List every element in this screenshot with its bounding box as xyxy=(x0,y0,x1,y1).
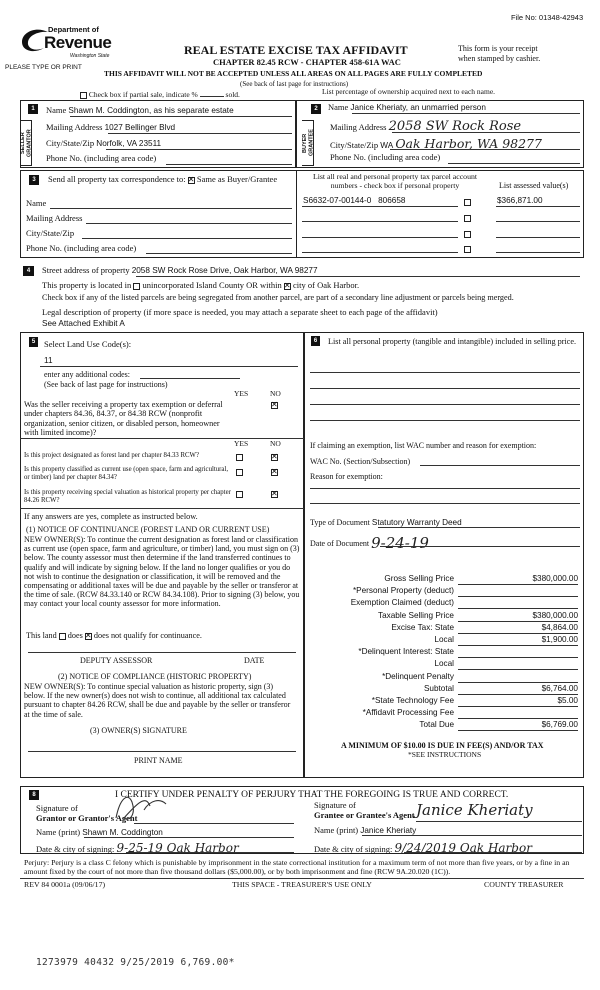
q-forest-yes-checkbox[interactable] xyxy=(236,452,243,461)
seller-mailing-value[interactable]: 1027 Bellinger Blvd xyxy=(104,123,176,132)
sold-label: sold. xyxy=(225,90,240,99)
legal-description-value[interactable]: See Attached Exhibit A xyxy=(42,319,125,328)
grantee-date-label: Date & city of signing: xyxy=(314,844,393,854)
q-forest-text: Is this project designated as forest land per chapter 84.33 RCW? xyxy=(24,452,199,459)
form-revision: REV 84 0001a (09/06/17) xyxy=(24,880,106,889)
grantee-sig-label-1: Signature of xyxy=(314,800,356,810)
personal-property-checkbox-3[interactable] xyxy=(464,229,471,238)
dor-logo xyxy=(18,22,122,64)
tax-row-value[interactable] xyxy=(458,708,578,719)
print-name-label: PRINT NAME xyxy=(134,756,183,765)
grantee-signature: Janice Kheriaty xyxy=(416,801,533,819)
owner-signature-label: (3) OWNER(S) SIGNATURE xyxy=(90,726,187,735)
tax-row-value[interactable]: $6,764.00 xyxy=(458,684,578,695)
tax-row xyxy=(304,586,584,598)
notice2-text: NEW OWNER(S): To continue special valuation as historic property, sign (3) below. If the new owner(s) does not wish to continue, all additional tax calculated pursuant to chapter 84.26 RCW, shall be due and payable by the seller or transferor at the time of sale. xyxy=(24,682,291,719)
form-title: REAL ESTATE EXCISE TAX AFFIDAVIT xyxy=(184,43,408,57)
doc-type-row xyxy=(310,518,462,527)
location-label: This property is located in xyxy=(42,280,132,290)
tax-row xyxy=(304,611,584,623)
land-use-label: Select Land Use Code(s): xyxy=(44,339,132,349)
yes-header-2: YES xyxy=(234,439,249,448)
tax-row-label: Gross Selling Price xyxy=(384,574,454,583)
tax-row xyxy=(304,659,584,671)
section-number-8: 8 xyxy=(29,790,39,800)
buyer-city-value[interactable]: Oak Harbor, WA 98277 xyxy=(395,136,542,151)
land-use-instructions: (See back of last page for instructions) xyxy=(44,380,168,389)
land-does-not-label: does not xyxy=(93,631,122,640)
if-yes-note: If any answers are yes, complete as instructed below. xyxy=(24,512,198,521)
buyer-phone-label: Phone No. (including area code) xyxy=(330,152,441,162)
tax-row-label: *Delinquent Penalty xyxy=(382,671,454,681)
tax-row xyxy=(304,720,584,732)
street-address-row xyxy=(42,266,318,276)
tax-row-label: Local xyxy=(434,659,454,669)
grantor-sig-label-1: Signature of xyxy=(36,803,78,813)
parcels-header: List all real and personal property tax parcel account numbers - check box if personal property xyxy=(312,172,478,190)
seller-name-row xyxy=(46,106,234,116)
parcel-number[interactable] xyxy=(303,196,405,205)
tax-row-label: Subtotal xyxy=(423,683,454,693)
tax-row-value[interactable] xyxy=(458,647,578,658)
grantee-name-label: Name (print) xyxy=(314,825,359,835)
no-header-2: NO xyxy=(270,439,281,448)
q-current-use-yes-checkbox[interactable] xyxy=(236,467,243,476)
seller-name-value[interactable]: Shawn M. Coddington, as his separate estate xyxy=(68,106,234,115)
treasurer-stamp: 1273979 40432 9/25/2019 6,769.00* xyxy=(36,957,235,968)
tax-row-value[interactable]: $6,769.00 xyxy=(458,720,578,731)
reason-label: Reason for exemption: xyxy=(310,472,383,481)
corr-name-label: Name xyxy=(26,198,47,208)
seller-phone-label: Phone No. (including area code) xyxy=(46,153,157,163)
buyer-name-row xyxy=(328,103,486,113)
county-treasurer-label: COUNTY TREASURER xyxy=(484,880,564,889)
tax-row-label: *Affidavit Processing Fee xyxy=(362,708,454,718)
location-city: city of Oak Harbor. xyxy=(293,280,360,290)
buyer-name-label: Name xyxy=(328,102,349,112)
corr-mailing-label: Mailing Address xyxy=(26,213,83,223)
no-header-1: NO xyxy=(270,389,281,398)
dor-department-text: Department of xyxy=(48,25,99,34)
location-row xyxy=(42,281,359,291)
this-land-label: This land xyxy=(26,631,57,640)
receipt-note: This form is your receipt xyxy=(458,44,538,53)
land-does-label: does xyxy=(67,631,83,640)
personal-property-label: List all personal property (tangible and intangible) included in selling price. xyxy=(328,337,577,346)
seller-city-value[interactable]: Norfolk, VA 23511 xyxy=(96,139,162,148)
q-historic-no-checkbox[interactable] xyxy=(271,489,278,498)
seller-name-label: Name xyxy=(46,105,67,115)
grantor-name-value[interactable]: Shawn M. Coddington xyxy=(82,828,163,837)
additional-codes-label: enter any additional codes: xyxy=(44,370,130,379)
tax-row-value[interactable]: $5.00 xyxy=(458,696,578,707)
q-forest-no-checkbox[interactable] xyxy=(271,452,278,461)
same-as-buyer-label: Same as Buyer/Grantee xyxy=(196,174,278,184)
personal-property-checkbox-4[interactable] xyxy=(464,244,471,253)
q-historic-text: Is this property receiving special valuation as historical property per chapter 84.26 RCW? xyxy=(24,489,231,504)
tax-row xyxy=(304,684,584,696)
tax-row-value[interactable]: $380,000.00 xyxy=(458,574,578,585)
personal-property-checkbox-2[interactable] xyxy=(464,213,471,222)
wac-label: WAC No. (Section/Subsection) xyxy=(310,457,411,466)
continuance-row xyxy=(26,631,202,640)
notice2-title: (2) NOTICE OF COMPLIANCE (HISTORIC PROPERTY) xyxy=(58,672,252,681)
unincorporated-checkbox[interactable] xyxy=(133,283,140,290)
partial-sale-label: Check box if partial sale, indicate % xyxy=(88,90,198,99)
assessed-value[interactable]: $366,871.00 xyxy=(497,196,543,205)
exemption-label: If claiming an exemption, list WAC number and reason for exemption: xyxy=(310,441,537,450)
parcel-number-value: S6632-07-00144-0 xyxy=(303,196,372,205)
tax-row xyxy=(304,647,584,659)
tax-row-label: Exemption Claimed (deduct) xyxy=(350,598,454,608)
doc-type-label: Type of Document xyxy=(310,518,370,527)
assessed-header: List assessed value(s) xyxy=(499,181,569,190)
notice1-text: NEW OWNER(S): To continue the current designation as forest land or classification as current use (open space, farm and agriculture, or timber) land, you must sign on (3) below. The county assessor must then determine if the land transferred continues to qualify and will indicate by signing below. If the land no longer qualifies or you do not wish to continue the designation or classification, it will be removed and the compensating or additional taxes will be due and payable by the seller or transferor at the time of sale. (RCW 84.33.140 or RCW 84.34.108). Prior to signing (3) below, you may contact your local county assessor for more information. xyxy=(24,535,300,609)
buyer-city-label: City/State/Zip xyxy=(330,140,379,150)
tax-row xyxy=(304,623,584,635)
location-unincorporated: unincorporated Island County OR within xyxy=(142,280,282,290)
form-warning: THIS AFFIDAVIT WILL NOT BE ACCEPTED UNLESS ALL AREAS ON ALL PAGES ARE FULLY COMPLETED xyxy=(104,69,483,78)
deputy-date-label: DATE xyxy=(244,656,265,665)
treasurer-use-label: THIS SPACE - TREASURER'S USE ONLY xyxy=(232,880,372,889)
tax-row-label: *State Technology Fee xyxy=(371,696,454,705)
form-chapter: CHAPTER 82.45 RCW - CHAPTER 458-61A WAC xyxy=(213,57,401,67)
tax-row-value[interactable] xyxy=(458,598,578,609)
partial-sale-checkbox[interactable] xyxy=(80,92,87,99)
section-number-1: 1 xyxy=(28,104,38,114)
grantee-name-value[interactable]: Janice Kheriaty xyxy=(360,826,417,835)
doc-date-row xyxy=(310,533,429,550)
grantor-date-label: Date & city of signing: xyxy=(36,844,115,854)
deputy-assessor-label: DEPUTY ASSESSOR xyxy=(80,656,153,665)
see-back-instructions: (See back of last page for instructions) xyxy=(240,80,349,88)
partial-sale-row xyxy=(80,91,240,100)
send-correspondence-label: Send all property tax correspondence to: xyxy=(48,174,186,184)
doc-date-value[interactable]: 9-24-19 xyxy=(371,534,429,552)
doc-type-value[interactable]: Statutory Warranty Deed xyxy=(371,518,462,527)
street-address-label: Street address of property xyxy=(42,265,130,275)
tax-row xyxy=(304,635,584,647)
q-historic-yes-checkbox[interactable] xyxy=(236,489,243,498)
tax-row-value[interactable]: $4,864.00 xyxy=(458,623,578,634)
tax-row-value[interactable] xyxy=(458,672,578,683)
corr-phone-label: Phone No. (including area code) xyxy=(26,243,137,253)
grantor-date-value[interactable]: 9-25-19 Oak Harbor xyxy=(116,841,239,855)
seller-city-label: City/State/Zip xyxy=(46,138,95,148)
segregated-label: Check box if any of the listed parcels are being segregated from another parcel, are part of a secondary line adjustment or parcels being merged. xyxy=(42,293,514,302)
grantee-date-value[interactable]: 9/24/2019 Oak Harbor xyxy=(394,841,532,855)
land-use-code[interactable]: 11 xyxy=(44,356,53,365)
land-does-checkbox[interactable] xyxy=(59,633,66,640)
tax-row xyxy=(304,672,584,684)
tax-row xyxy=(304,708,584,720)
please-type-label: PLEASE TYPE OR PRINT xyxy=(5,64,82,71)
qualify-label: qualify for continuance. xyxy=(123,631,202,640)
file-number: File No: 01348-42943 xyxy=(511,13,584,22)
tax-row xyxy=(304,574,584,586)
parcel-number-secondary: 806658 xyxy=(378,196,406,205)
buyer-name-value[interactable]: Janice Kheriaty, an unmarried person xyxy=(350,103,486,112)
certify-statement: I CERTIFY UNDER PENALTY OF PERJURY THAT THE FOREGOING IS TRUE AND CORRECT. xyxy=(115,790,509,800)
q-exemption-text: Was the seller receiving a property tax exemption or deferral under chapters 84.36, 84.37, or 84.38 RCW (nonprofit organization, senior citizen, or disabled person, homeowner with limited income)? xyxy=(24,400,223,438)
legal-description-label: Legal description of property (if more space is needed, you may attach a separate sheet to each page of the affidavit) xyxy=(42,307,438,317)
buyer-city-state: WA xyxy=(380,141,394,150)
receipt-note-2: when stamped by cashier. xyxy=(458,54,541,63)
street-address-value[interactable]: 2058 SW Rock Rose Drive, Oak Harbor, WA 98277 xyxy=(131,266,318,275)
section-number-5: 5 xyxy=(29,337,38,347)
section-number-2: 2 xyxy=(311,104,321,114)
q-current-use-no-checkbox[interactable] xyxy=(271,467,278,476)
buyer-mailing-value[interactable]: 2058 SW Rock Rose xyxy=(388,119,522,134)
buyer-grantee-tab: BUYER GRANTEE xyxy=(302,120,314,166)
minimum-fee-note: A MINIMUM OF $10.00 IS DUE IN FEE(S) AND/OR TAX xyxy=(341,741,544,750)
section-number-3: 3 xyxy=(29,175,39,185)
tax-row xyxy=(304,696,584,708)
tax-row-label: Local xyxy=(434,635,454,644)
land-does-not-checkbox[interactable] xyxy=(85,633,92,640)
grantee-date-row xyxy=(314,842,532,856)
grantor-name-label: Name (print) xyxy=(36,827,81,837)
perjury-statement: Perjury: Perjury is a class C felony which is punishable by imprisonment in the state correctional institution for a maximum term of not more than five years, or by a fine in an amount fixed by the court of not more than five thousand dollars ($5,000.00), or by both imprisonment and fine (RCW 9A.20.020 (1C)). xyxy=(24,858,570,877)
doc-date-label: Date of Document xyxy=(310,539,370,548)
tax-row-value[interactable]: $1,900.00 xyxy=(458,635,578,646)
percentage-note: List percentage of ownership acquired next to each name. xyxy=(322,87,496,96)
q-current-use-text: Is this property classified as current use (open space, farm and agricultural, or timber) land per chapter 84.34? xyxy=(24,466,229,481)
partial-sale-percent-field[interactable] xyxy=(200,96,224,97)
same-as-buyer-checkbox[interactable] xyxy=(188,177,195,184)
tax-row-value[interactable] xyxy=(458,659,578,670)
seller-mailing-row xyxy=(46,123,175,133)
seller-grantor-tab: SELLER GRANTOR xyxy=(20,120,32,166)
tax-row-value[interactable] xyxy=(458,586,578,597)
send-correspondence-row xyxy=(48,175,277,185)
tax-row-value[interactable]: $380,000.00 xyxy=(458,611,578,622)
grantor-sig-label-2: Grantor or Grantor's Agent xyxy=(36,813,138,823)
tax-row-label: Total Due xyxy=(419,720,454,730)
corr-city-label: City/State/Zip xyxy=(26,228,75,238)
tax-row xyxy=(304,598,584,610)
seller-city-row xyxy=(46,139,161,149)
grantor-signature-scribble xyxy=(110,788,170,828)
section-number-4: 4 xyxy=(23,266,34,276)
segregated-row xyxy=(42,293,514,302)
see-instructions-note: *SEE INSTRUCTIONS xyxy=(408,750,482,759)
personal-property-checkbox-1[interactable] xyxy=(464,197,471,206)
seller-mailing-label: Mailing Address xyxy=(46,122,103,132)
dor-state-text: Washington State xyxy=(70,53,110,59)
tax-row-label: Taxable Selling Price xyxy=(377,610,454,620)
section-number-6: 6 xyxy=(311,336,320,346)
yes-header-1: YES xyxy=(234,389,249,398)
tax-row-label: *Personal Property (deduct) xyxy=(352,586,454,596)
notice1-title: (1) NOTICE OF CONTINUANCE (FOREST LAND OR CURRENT USE) xyxy=(26,525,270,534)
city-checkbox[interactable] xyxy=(284,283,291,290)
dor-revenue-text: Revenue xyxy=(44,33,112,52)
grantor-date-row xyxy=(36,842,239,856)
tax-row-label: *Delinquent Interest: State xyxy=(358,647,454,657)
grantee-sig-label-2: Grantee or Grantee's Agent xyxy=(314,810,415,820)
tax-row-label: Excise Tax: State xyxy=(391,622,454,632)
q-exemption-no-checkbox[interactable] xyxy=(271,400,278,409)
buyer-mailing-label: Mailing Address xyxy=(330,122,387,132)
